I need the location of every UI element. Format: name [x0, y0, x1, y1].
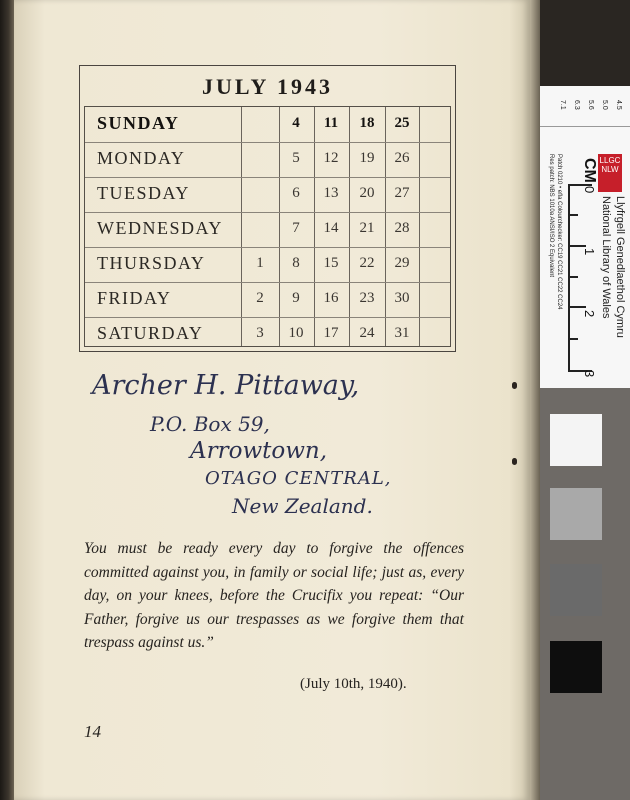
date-cell: 16	[323, 290, 339, 306]
weekday-label: TUESDAY	[97, 183, 190, 203]
scale-unit: CM	[581, 158, 598, 183]
date-cell: 7	[292, 220, 300, 236]
date-cell: 19	[359, 150, 375, 166]
date-cell: 28	[394, 220, 410, 236]
logo-text-bottom: NLW	[601, 165, 619, 174]
quote-paragraph: You must be ready every day to forgive the offences committed against you, in family or social life; just as, every day, on your knees, before the Crucifix you repeat: “Our Father, forgive us our trespasses as we forgive them that trespass against us.”	[84, 540, 464, 651]
institution-english: National Library of Wales	[600, 196, 612, 319]
calendar-row	[85, 282, 450, 318]
color-calibration-card	[540, 86, 630, 800]
date-cell: 15	[323, 255, 339, 271]
date-cell: 26	[394, 150, 410, 166]
date-cell: 1	[256, 255, 264, 271]
calendar-title: JULY 1943	[201, 74, 334, 99]
date-cell: 12	[323, 150, 339, 166]
scale-mark: 0	[582, 186, 597, 194]
resolution-mark: 5.0	[601, 100, 608, 110]
white-swatch	[550, 414, 602, 466]
quote-date: (July 10th, 1940).	[300, 676, 407, 692]
calendar-row	[85, 142, 450, 178]
calendar-row	[85, 107, 450, 143]
resolution-mark: 5.6	[587, 100, 594, 110]
date-cell: 21	[359, 220, 375, 236]
binding-staple	[512, 382, 517, 389]
calibration-card-header	[540, 86, 630, 388]
date-cell: 25	[394, 115, 410, 131]
date-cell: 13	[323, 185, 339, 201]
binding-staple	[512, 458, 517, 465]
light-gray-swatch	[550, 488, 602, 540]
date-cell: 11	[323, 115, 339, 131]
weekday-label: SATURDAY	[97, 323, 204, 343]
calendar-row	[85, 317, 450, 352]
handwritten-town: Arrowtown,	[190, 438, 328, 464]
date-cell: 9	[292, 290, 300, 306]
page-number: 14	[84, 722, 101, 741]
nlw-logo	[598, 154, 622, 192]
resolution-targets	[540, 92, 630, 127]
date-cell: 20	[359, 185, 375, 201]
book-gutter	[0, 0, 14, 800]
handwritten-name: Archer H. Pittaway,	[92, 370, 360, 401]
scale-mark: 2	[582, 310, 597, 318]
date-cell: 8	[292, 255, 300, 271]
black-swatch	[550, 641, 602, 693]
weekday-label: WEDNESDAY	[97, 218, 223, 238]
weekday-label: THURSDAY	[97, 253, 206, 273]
resolution-mark: 6.3	[573, 100, 580, 110]
resolution-info: Res patch: NBS 1010a ANSI/ISO 2 Equivalent	[548, 154, 554, 278]
date-cell: 4	[292, 115, 300, 131]
date-cell: 27	[394, 185, 410, 201]
handwritten-region: OTAGO CENTRAL,	[205, 468, 392, 489]
resolution-mark: 4.5	[615, 100, 622, 110]
calendar-table	[79, 65, 456, 352]
patch-info: Patch 0210 • efla Colourchecker: CC19 CC21 CC22 CC24	[556, 154, 562, 310]
date-cell: 31	[394, 325, 410, 341]
weekday-label: SUNDAY	[97, 113, 180, 133]
scale-mark: 3	[582, 370, 597, 378]
date-cell: 6	[292, 185, 300, 201]
scale-mark: 1	[582, 248, 597, 256]
handwritten-po-box: P.O. Box 59,	[150, 412, 270, 436]
weekday-label: FRIDAY	[97, 288, 172, 308]
date-cell: 23	[359, 290, 375, 306]
date-cell: 18	[359, 115, 375, 131]
date-cell: 3	[256, 325, 264, 341]
date-cell: 24	[359, 325, 375, 341]
handwritten-country: New Zealand.	[232, 494, 373, 518]
logo-text-top: LLGC	[599, 156, 621, 165]
calendar-row	[85, 212, 450, 248]
date-cell: 2	[256, 290, 264, 306]
date-cell: 30	[394, 290, 410, 306]
date-cell: 17	[323, 325, 339, 341]
calendar-grid	[84, 106, 451, 347]
calendar-row	[85, 247, 450, 283]
date-cell: 5	[292, 150, 300, 166]
date-cell: 14	[323, 220, 339, 236]
page-fore-edge	[530, 0, 540, 800]
date-cell: 22	[359, 255, 375, 271]
resolution-mark: 7.1	[559, 100, 566, 110]
weekday-label: MONDAY	[97, 148, 186, 168]
date-cell: 29	[394, 255, 410, 271]
calendar-row	[85, 177, 450, 213]
dark-gray-swatch	[550, 564, 602, 616]
date-cell: 10	[288, 325, 304, 341]
institution-welsh: Llyfrgell Genedlaethol Cymru	[614, 196, 626, 338]
